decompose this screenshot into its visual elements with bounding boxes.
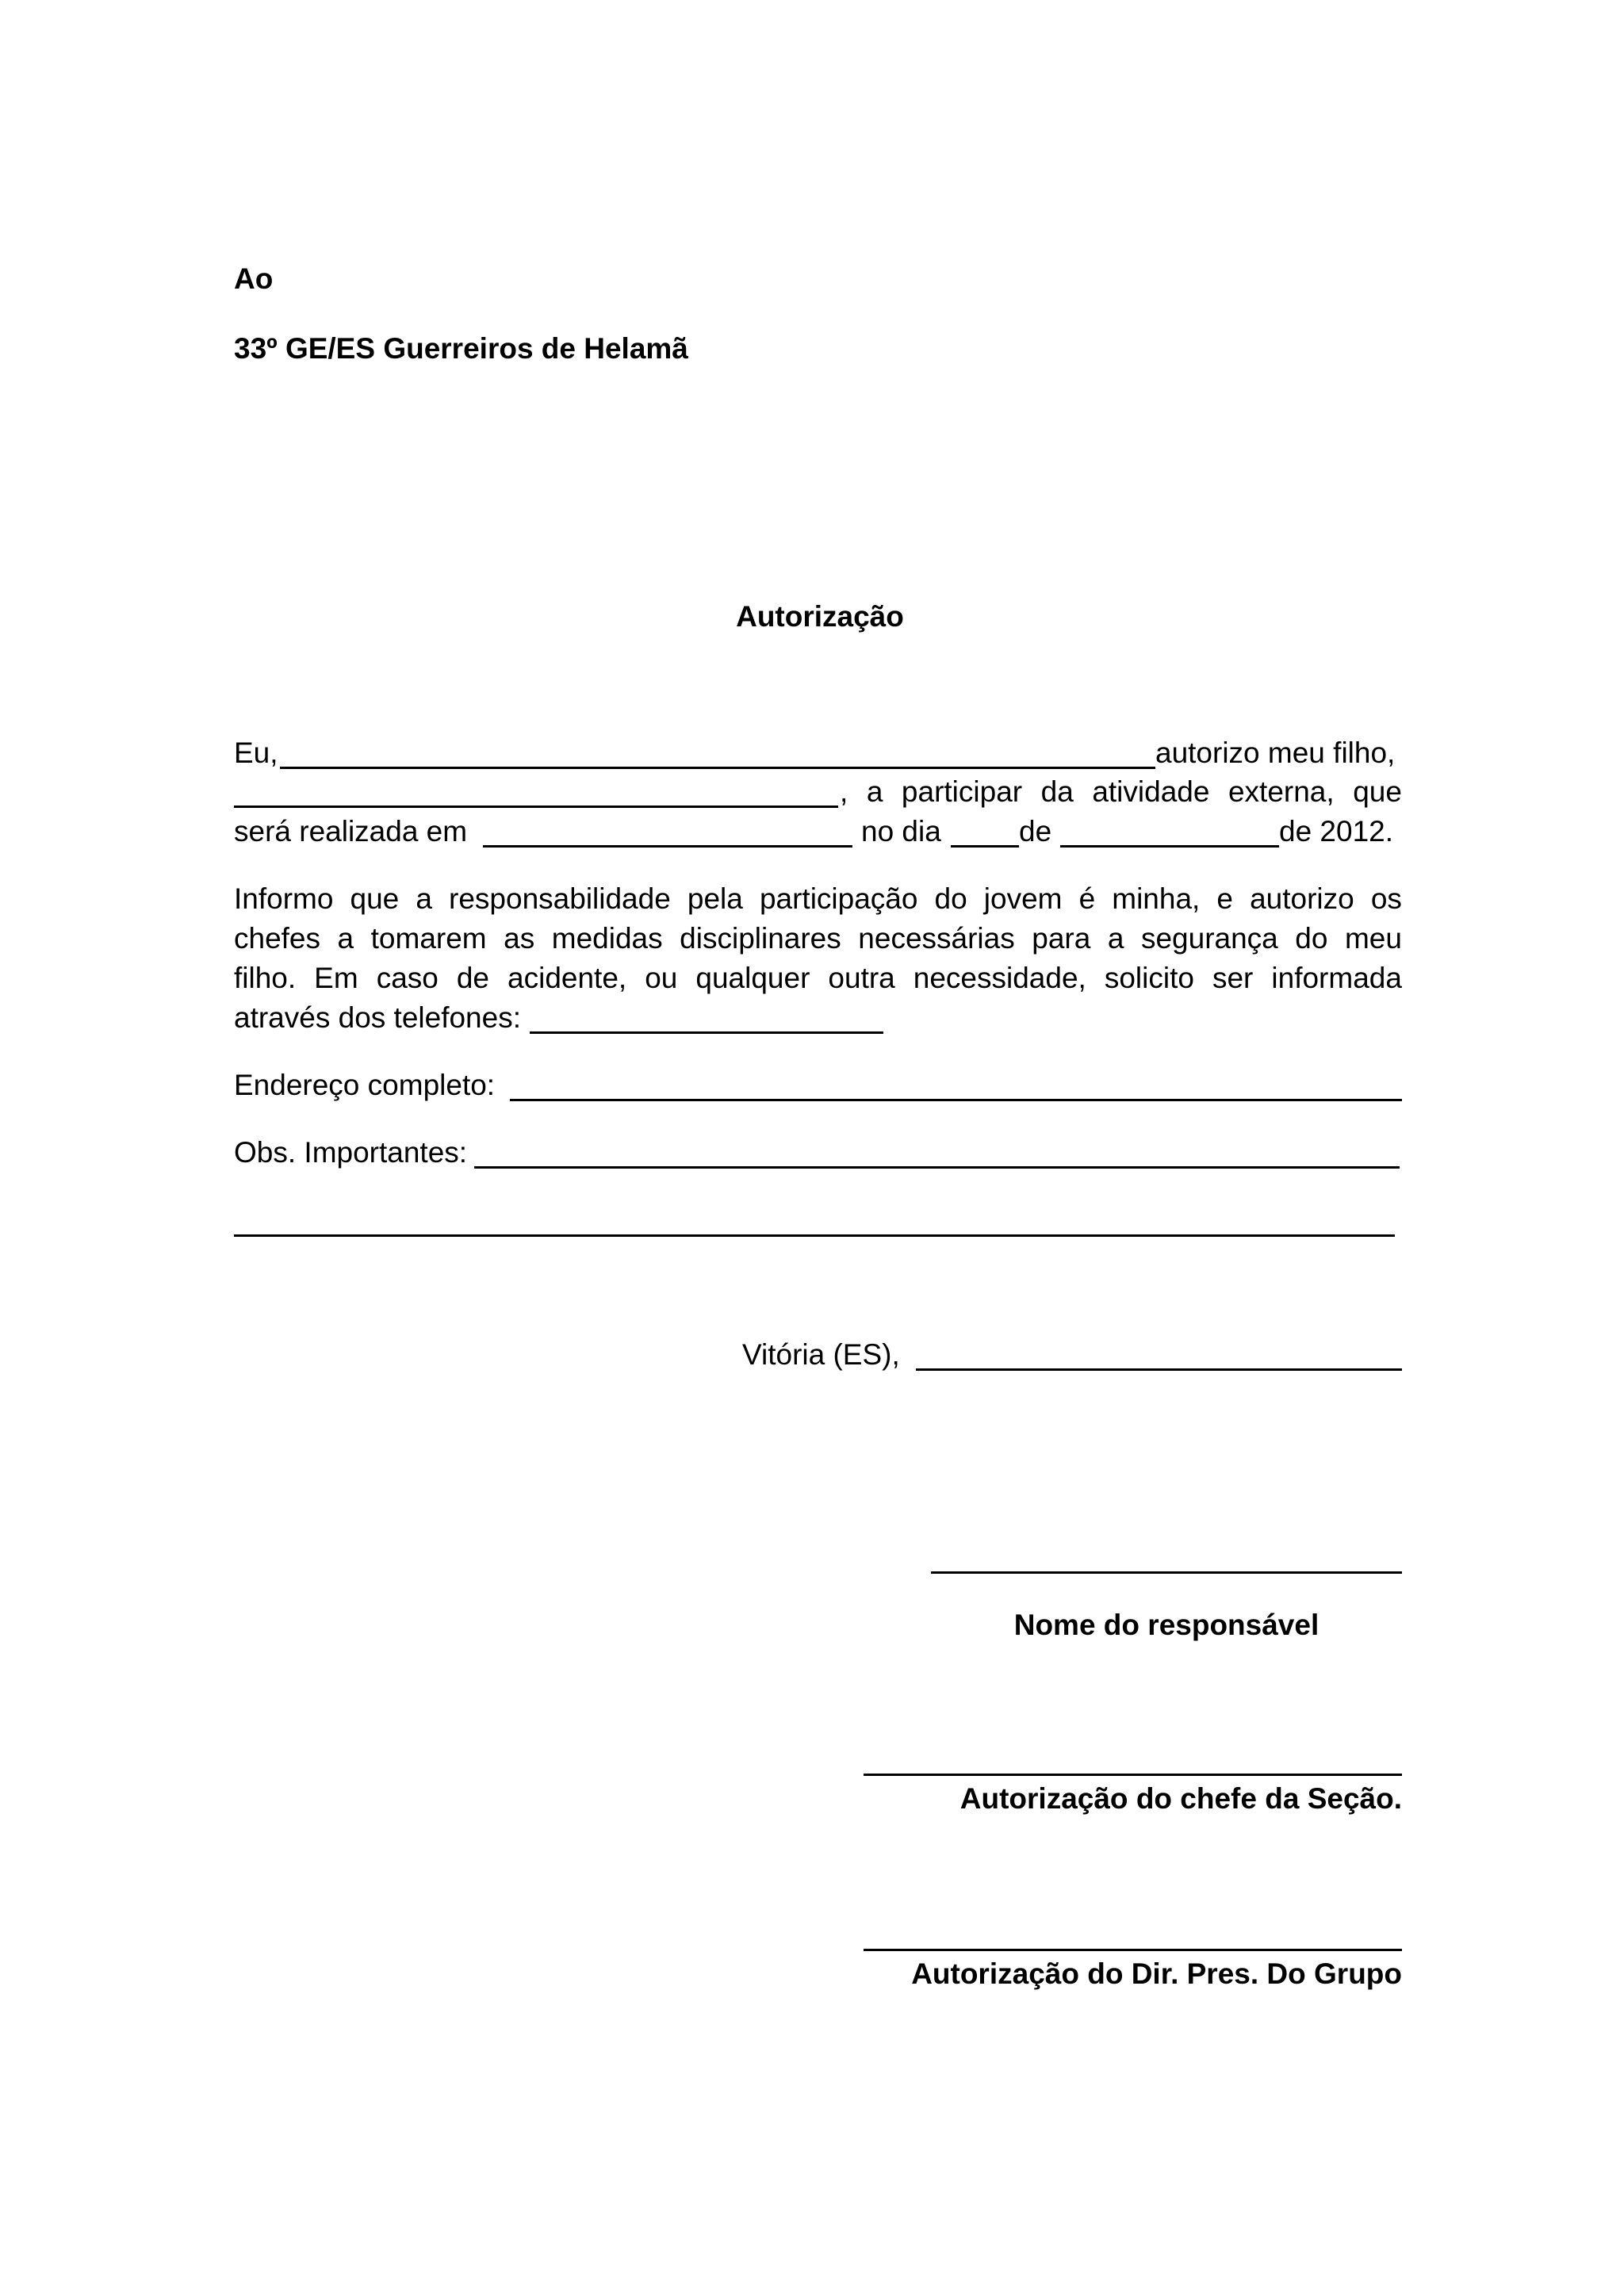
- word: ou: [645, 962, 678, 994]
- word: pela: [687, 882, 743, 915]
- word: medidas: [551, 922, 663, 955]
- recipient: 33º GE/ES Guerreiros de Helamã: [234, 332, 688, 365]
- paragraph2-line3: [234, 961, 1402, 996]
- word: disciplinares: [680, 922, 841, 955]
- no-dia-text: no dia: [861, 815, 941, 848]
- word: segurança: [1140, 922, 1278, 955]
- word: chefes: [234, 922, 321, 955]
- word: participar: [901, 775, 1023, 808]
- word: ser: [1212, 962, 1254, 994]
- paragraph2-line2: [234, 921, 1402, 956]
- word: para: [1032, 922, 1091, 955]
- word: é: [1078, 882, 1096, 915]
- chefe-caption: Autorização do chefe da Seção.: [959, 1782, 1402, 1815]
- dir-pres-signature-line[interactable]: [864, 1949, 1402, 1951]
- realizada-em-text: será realizada em: [234, 815, 468, 848]
- responsavel-caption: Nome do responsável: [1013, 1609, 1320, 1641]
- obs-blank-2[interactable]: [234, 1234, 1395, 1237]
- word: meu: [1344, 922, 1402, 955]
- word: caso: [376, 962, 439, 994]
- word: necessidade,: [913, 962, 1086, 994]
- paragraph1-line2: [840, 775, 1402, 809]
- address-blank[interactable]: [510, 1099, 1402, 1101]
- word: e: [1216, 882, 1233, 915]
- dir-pres-caption: Autorização do Dir. Pres. Do Grupo: [911, 1957, 1402, 1990]
- salutation: Ao: [234, 262, 274, 295]
- document-title: Autorização: [736, 600, 904, 633]
- word: a: [337, 922, 354, 955]
- word: ,: [840, 775, 848, 808]
- endereco-label: Endereço completo:: [234, 1069, 496, 1101]
- word: do: [1295, 922, 1328, 955]
- year-text: de 2012.: [1279, 815, 1394, 848]
- word: tomarem: [370, 922, 487, 955]
- word: Informo: [234, 882, 334, 915]
- location-blank[interactable]: [483, 845, 852, 848]
- date-blank[interactable]: [916, 1368, 1402, 1371]
- word: do: [934, 882, 967, 915]
- word: da: [1040, 775, 1074, 808]
- word: de: [456, 962, 490, 994]
- telefones-label: através dos telefones:: [234, 1001, 521, 1034]
- responsavel-signature-line[interactable]: [931, 1571, 1402, 1574]
- eu-label: Eu,: [234, 737, 278, 769]
- word: a: [1107, 922, 1124, 955]
- word: solicito: [1104, 962, 1194, 994]
- word: autorizo: [1250, 882, 1354, 915]
- word: atividade: [1092, 775, 1210, 808]
- word: as: [504, 922, 535, 955]
- obs-blank-1[interactable]: [474, 1166, 1400, 1169]
- day-blank[interactable]: [951, 845, 1019, 848]
- word: responsabilidade: [449, 882, 671, 915]
- de-text: de: [1019, 815, 1052, 848]
- word: que: [1353, 775, 1402, 808]
- place-label: Vitória (ES),: [742, 1338, 900, 1371]
- autorizo-text: autorizo meu filho,: [1155, 737, 1396, 769]
- paragraph2-line1: [234, 882, 1402, 916]
- month-blank[interactable]: [1060, 845, 1279, 848]
- word: minha,: [1112, 882, 1201, 915]
- child-name-blank[interactable]: [234, 806, 838, 808]
- word: informada: [1271, 962, 1402, 994]
- word: participação: [759, 882, 918, 915]
- word: a: [416, 882, 432, 915]
- word: acidente,: [508, 962, 627, 994]
- phone-blank[interactable]: [530, 1031, 883, 1034]
- word: Em: [314, 962, 358, 994]
- word: que: [350, 882, 400, 915]
- word: necessárias: [858, 922, 1015, 955]
- word: qualquer: [695, 962, 810, 994]
- word: externa,: [1228, 775, 1335, 808]
- parent-name-blank[interactable]: [280, 767, 1155, 769]
- word: os: [1370, 882, 1402, 915]
- word: outra: [828, 962, 895, 994]
- chefe-signature-line[interactable]: [864, 1774, 1402, 1776]
- word: a: [866, 775, 883, 808]
- word: jovem: [983, 882, 1063, 915]
- word: filho.: [234, 962, 297, 994]
- obs-label: Obs. Importantes:: [234, 1136, 468, 1169]
